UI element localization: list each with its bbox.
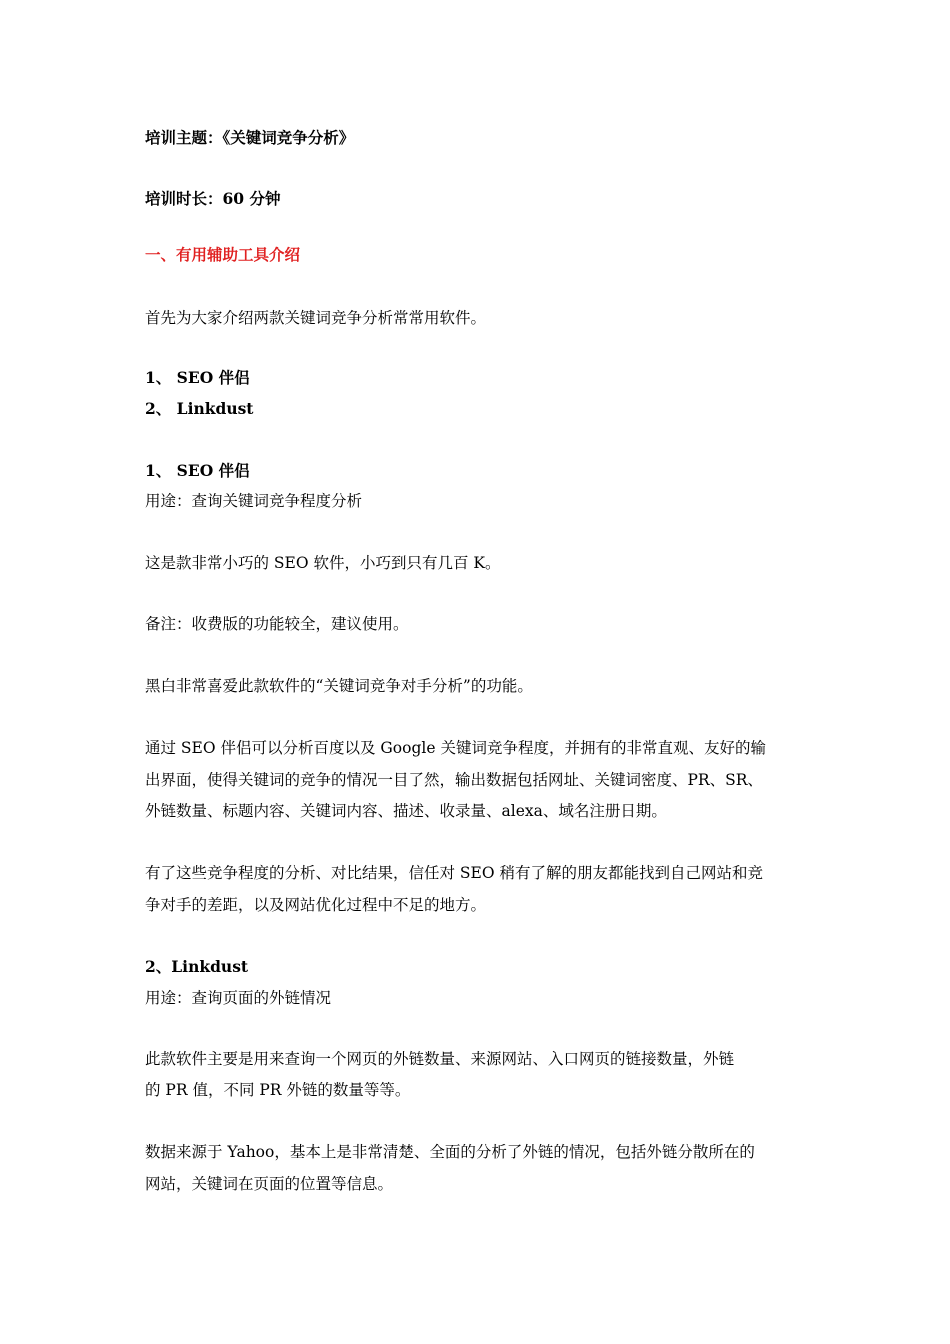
tool1-usage: 用途：查询关键词竞争程度分析 [145, 492, 363, 510]
training-topic: 培训主题：《关键词竞争分析》 [145, 128, 355, 147]
tool1-para1-line2: 出界面，使得关键词的竞争的情况一目了然，输出数据包括网址、关键词密度、PR、SR、 [145, 771, 763, 789]
tool1-note: 备注：收费版的功能较全，建议使用。 [145, 615, 409, 633]
tool1-description: 这是款非常小巧的 SEO 软件，小巧到只有几百 K。 [145, 554, 501, 572]
training-duration: 培训时长：60 分钟 [145, 189, 281, 208]
tool2-para2-line1: 数据来源于 Yahoo，基本上是非常清楚、全面的分析了外链的情况，包括外链分散所在的 [145, 1143, 755, 1161]
tool2-para2-line2: 网站，关键词在页面的位置等信息。 [145, 1175, 394, 1193]
tool-list-item-2: 2、 Linkdust [145, 399, 254, 418]
tool1-para1-line1: 通过 SEO 伴侣可以分析百度以及 Google 关键词竞争程度，并拥有的非常直观、友好的输 [145, 739, 766, 757]
tool2-title: 2、Linkdust [145, 957, 249, 976]
tool2-usage: 用途：查询页面的外链情况 [145, 989, 332, 1007]
tool-list-item-1: 1、 SEO 伴侣 [145, 368, 250, 387]
tool1-title: 1、 SEO 伴侣 [145, 461, 250, 480]
tool1-para2-line2: 争对手的差距，以及网站优化过程中不足的地方。 [145, 896, 487, 914]
tool2-para1-line2: 的 PR 值，不同 PR 外链的数量等等。 [145, 1081, 411, 1099]
section-heading-tools: 一、有用辅助工具介绍 [145, 245, 301, 264]
tool2-para1-line1: 此款软件主要是用来查询一个网页的外链数量、来源网站、入口网页的链接数量，外链 [145, 1050, 735, 1068]
tool1-favorite: 黑白非常喜爱此款软件的“关键词竞争对手分析”的功能。 [145, 677, 533, 695]
tool1-para1-line3: 外链数量、标题内容、关键词内容、描述、收录量、alexa、域名注册日期。 [145, 802, 667, 820]
section-intro: 首先为大家介绍两款关键词竞争分析常常用软件。 [145, 309, 487, 327]
tool1-para2-line1: 有了这些竞争程度的分析、对比结果，信任对 SEO 稍有了解的朋友都能找到自己网站和竞 [145, 864, 763, 882]
